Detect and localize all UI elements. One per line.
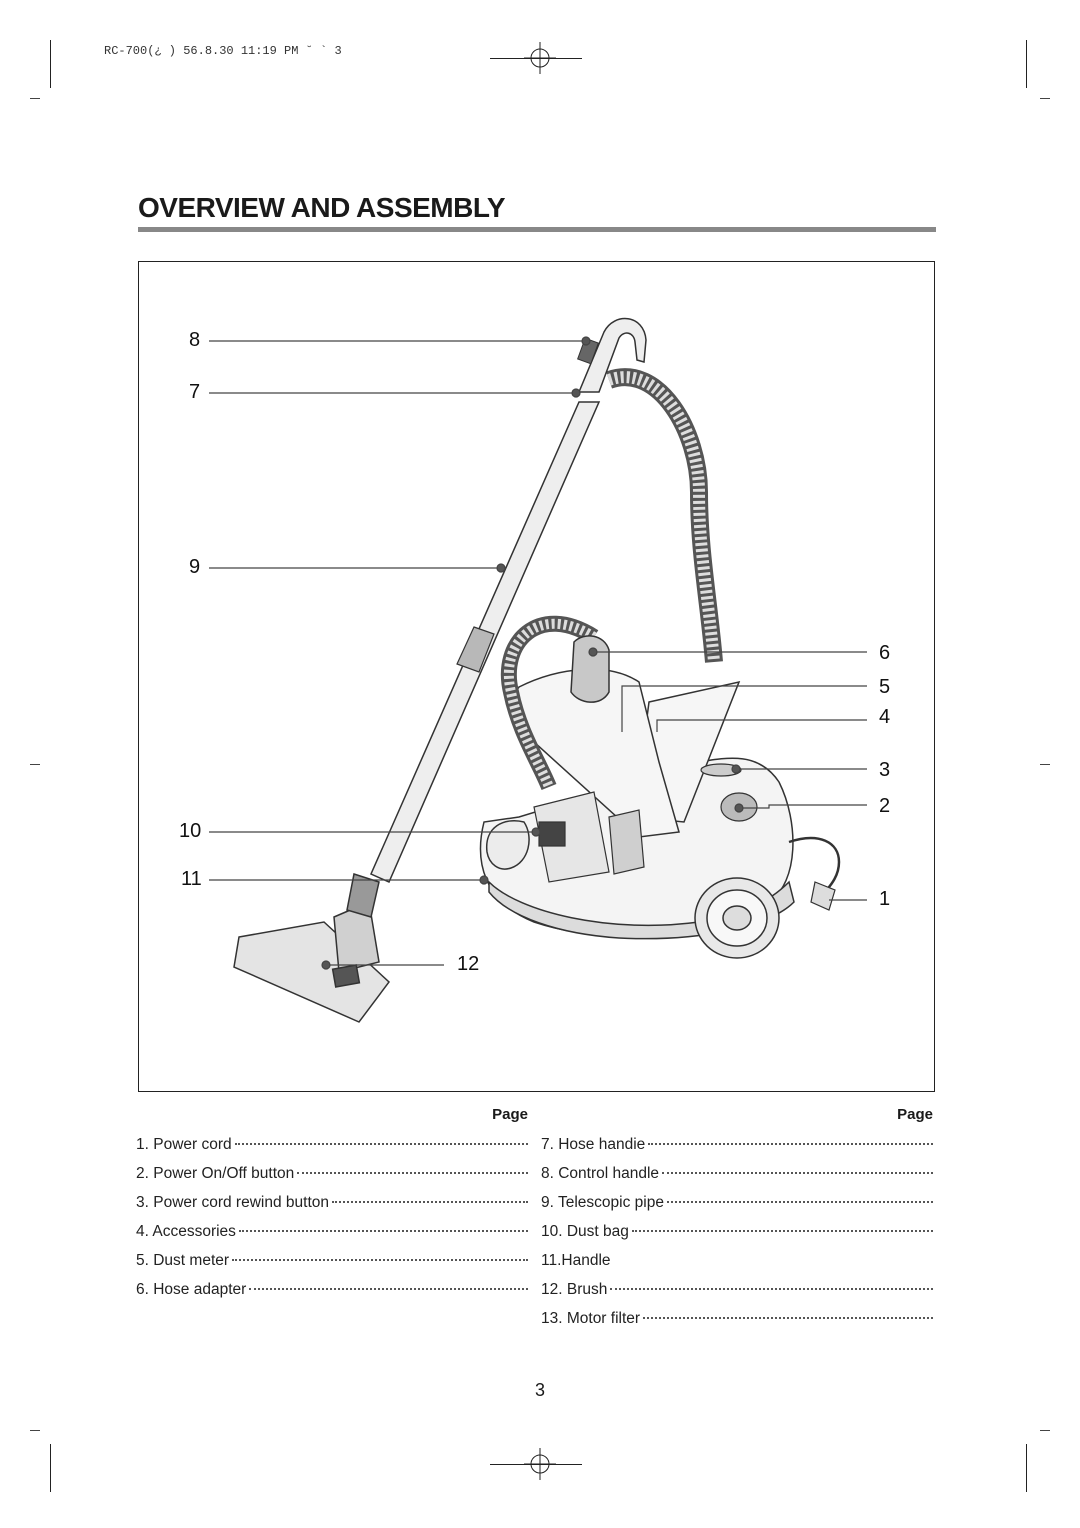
callout-8: 8 (189, 329, 201, 351)
part-label: 2. Power On/Off button (136, 1165, 295, 1182)
leader-dots (232, 1258, 528, 1261)
registration-line (490, 1464, 582, 1465)
callout-4: 4 (879, 706, 891, 728)
part-label: 8. Control handle (541, 1165, 660, 1182)
callout-7: 7 (189, 381, 201, 403)
leader-dots (610, 1287, 933, 1290)
page-column-header: Page (897, 1106, 933, 1123)
trim-mark (30, 1430, 40, 1431)
leader-dots (239, 1229, 528, 1232)
trim-mark (30, 764, 40, 765)
leader-dots (235, 1142, 528, 1145)
callout-10: 10 (179, 820, 202, 842)
callout-11: 11 (181, 868, 202, 890)
part-item (541, 1136, 933, 1165)
part-item (541, 1194, 933, 1223)
leader-dots (249, 1287, 528, 1290)
title-rule (138, 227, 936, 232)
floor-brush (234, 874, 389, 1022)
trim-mark (1040, 764, 1050, 765)
hose-adapter (571, 636, 609, 702)
parts-list-left (136, 1106, 528, 1310)
trim-mark (1040, 98, 1050, 99)
page-number: 3 (534, 1380, 545, 1400)
part-label: 5. Dust meter (136, 1252, 230, 1269)
part-item (541, 1281, 933, 1310)
callout-5: 5 (879, 676, 891, 698)
part-label: 1. Power cord (136, 1136, 232, 1153)
part-label: 10. Dust bag (541, 1223, 629, 1240)
leader-dots (643, 1316, 933, 1319)
trim-mark (30, 98, 40, 99)
part-item (541, 1310, 933, 1334)
part-label: 6. Hose adapter (136, 1281, 247, 1298)
part-item (136, 1194, 528, 1223)
leader-dots (332, 1200, 528, 1203)
part-item (541, 1165, 933, 1194)
trim-mark (1040, 1430, 1050, 1431)
crop-mark-top-left (50, 40, 51, 88)
page-column-header: Page (492, 1106, 528, 1123)
callout-6: 6 (879, 642, 891, 664)
part-item (136, 1281, 528, 1310)
callout-2: 2 (879, 795, 891, 817)
part-item (541, 1252, 933, 1281)
callout-1: 1 (879, 888, 891, 910)
registration-line (490, 58, 582, 59)
part-label: 9. Telescopic pipe (541, 1194, 664, 1211)
page-title: OVERVIEW AND ASSEMBLY (138, 192, 506, 223)
part-item (136, 1223, 528, 1252)
leader-dots (667, 1200, 933, 1203)
crop-mark-top-right (1026, 40, 1027, 88)
print-header: RC-700(¿ ) 56.8.30 11:19 PM ˘ ` 3 (104, 44, 342, 58)
part-label: 7. Hose handie (541, 1136, 646, 1153)
part-label: 13. Motor filter (541, 1310, 641, 1327)
part-item (136, 1165, 528, 1194)
part-label: 12. Brush (541, 1281, 608, 1298)
leader-dots (632, 1229, 933, 1232)
crop-mark-bottom-right (1026, 1444, 1027, 1492)
part-item (136, 1136, 528, 1165)
part-label: 3. Power cord rewind button (136, 1194, 329, 1211)
leader-dots (648, 1142, 933, 1145)
leader-dots (662, 1171, 933, 1174)
vacuum-cleaner-illustration (139, 262, 936, 1093)
callout-3: 3 (879, 759, 891, 781)
parts-list-right (541, 1106, 933, 1334)
crop-mark-bottom-left (50, 1444, 51, 1492)
vacuum-diagram-figure (138, 261, 935, 1092)
callout-9: 9 (189, 556, 201, 578)
wheel (695, 878, 779, 958)
power-cord (789, 838, 839, 892)
part-item (541, 1223, 933, 1252)
part-item (136, 1252, 528, 1281)
part-label: 4. Accessories (136, 1223, 236, 1240)
part-label: 11.Handle (541, 1252, 611, 1269)
callout-12: 12 (457, 953, 480, 975)
leader-dots (297, 1171, 528, 1174)
